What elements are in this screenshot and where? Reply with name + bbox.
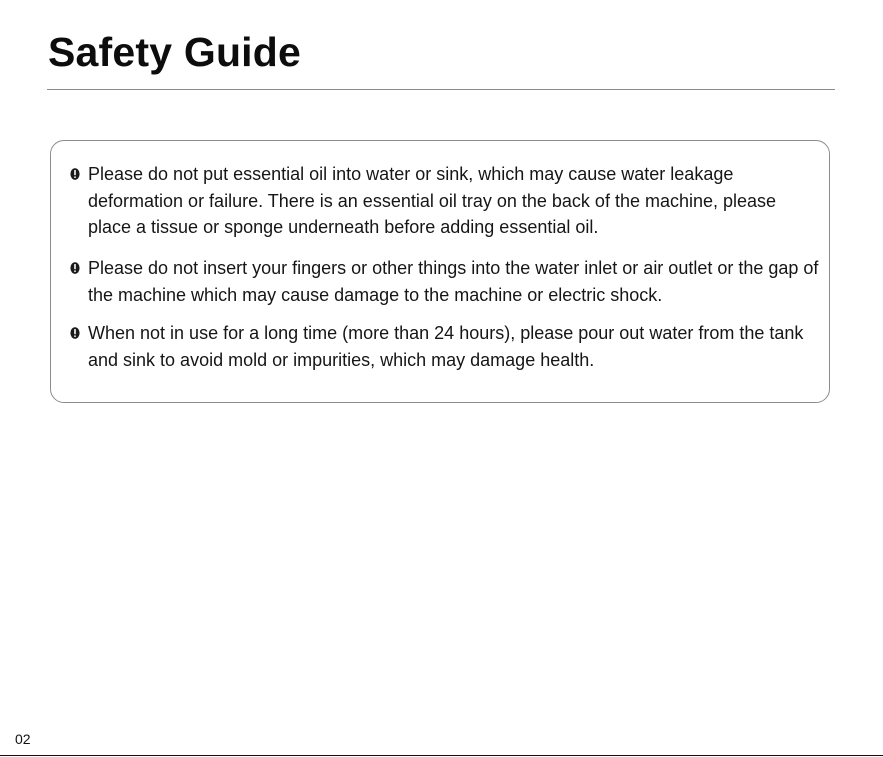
page-title: Safety Guide	[48, 29, 302, 75]
safety-item	[70, 320, 820, 373]
warning-exclamation-icon	[70, 327, 80, 339]
title-divider	[47, 89, 835, 90]
safety-item	[70, 161, 820, 241]
safety-item-text: Please do not insert your fingers or other things into the water inlet or air outlet or the gap of the machine which may cause damage to the machine or electric shock.	[88, 258, 819, 305]
warning-exclamation-icon	[70, 262, 80, 274]
safety-item-text: Please do not put essential oil into water or sink, which may cause water leakage deformation or failure. There is an essential oil tray on the back of the machine, please place a tissue or sponge underneath before adding essential oil.	[88, 164, 777, 237]
safety-item	[70, 255, 820, 308]
warning-exclamation-icon	[70, 168, 80, 180]
page-number: 02	[15, 731, 31, 747]
footer-divider	[0, 755, 883, 756]
safety-item-text: When not in use for a long time (more than 24 hours), please pour out water from the tank and sink to avoid mold or impurities, which may damage health.	[88, 323, 804, 370]
